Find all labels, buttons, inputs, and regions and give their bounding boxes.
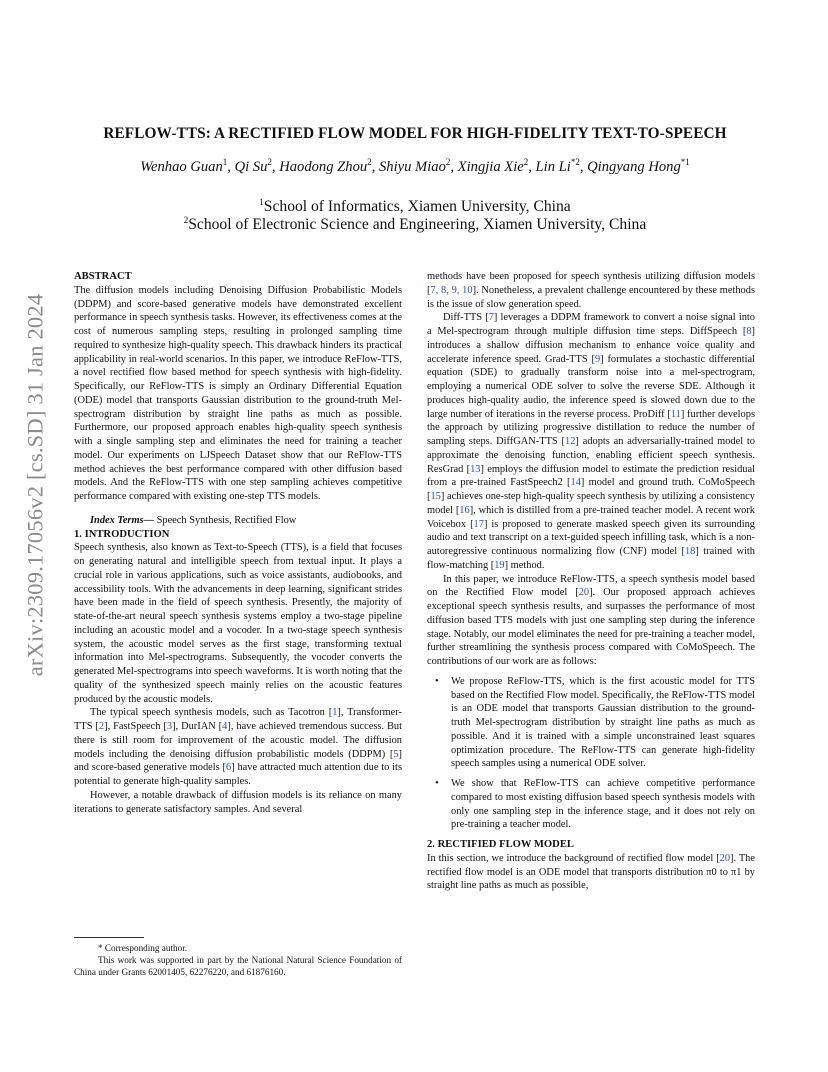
citation[interactable]: 8 [746,326,752,337]
intro-paragraph: The typical speech synthesis models, such as Tacotron [1], Transformer-TTS [2], FastSpeech [3], DurIAN [4], have achieved tremendous success. But there is still room for improvement of the acoustic model. The diffusion models including the denoising diffusion probabilistic models (DDPM) [5] and score-based generative models [6] have attracted much attention due to its potential to generate high-quality samples. [74,707,403,787]
footnote-rule [74,937,144,938]
intro-paragraph: Speech synthesis, also known as Text-to-Speech (TTS), is a field that focuses on generating natural and intelligible speech from textual input. It plays a crucial role in various applications, such as voice assistants, audiobooks, and accessibility tools. With the advancements in deep learning, significant strides have been made in the field of speech synthesis. Presently, the majority of state-of-the-art neural speech synthesis systems employ a two-stage pipeline including an acoustic model and a vocoder. In a two-stage speech synthesis system, the acoustic model serves as the first stage, transforming textual information into Mel-spectrograms. Subsequently, the vocoder converts the generated Mel-spectrograms into speech waveforms. It is worth noting that the quality of the synthesized speech mainly relies on the acoustic features produced by the acoustic models. [74,542,402,705]
contribution-list [427,675,755,832]
body-paragraph: In this paper, we introduce ReFlow-TTS, a speech synthesis model based on the Rectified Flow model [20]. Our proposed approach achieves exceptional speech synthesis results, and surpasses the performance of most diffusion based TTS models with just one sampling step during the inference stage. Notably, our model eliminates the need for pre-training a teacher model, further streamlining the synthesis process compared with CoMoSpeech. The contributions of our work are as follows: [427,573,756,667]
citation[interactable]: 15 [430,491,441,502]
citation[interactable]: 4 [222,721,228,732]
footnote-funding: This work was supported in part by the National Natural Science Foundation of China under Grants 62001405, 62276220, and 61876160. [74,955,402,977]
author: Qingyang Hong$^{*1}$ [587,157,690,175]
citation[interactable]: 11 [670,408,681,420]
contribution-item: • We propose ReFlow-TTS, which is the first acoustic model for TTS based on the Rectified Flow model. Specifically, the ReFlow-TTS model is an ODE model that transports Gaussian distribution to the ground-truth Mel-spectrogram distribution by straight line paths as much as possible. And it is trained with a simple unconstrained least squares optimization procedure. The ReFlow-TTS can generate high-fidelity speech samples using a numerical ODE solver. [451,675,755,771]
arxiv-stamp [22,295,48,675]
affiliation: $^1$School of Informatics, Xiamen University, China [259,197,571,215]
left-column [74,270,402,816]
citation[interactable]: 12 [565,436,576,447]
citation[interactable]: 2 [98,721,105,732]
right-column [427,270,755,893]
index-terms-label: Index Terms— [90,514,154,526]
citation[interactable]: 19 [494,559,505,571]
section-heading-rectified-flow: 2. RECTIFIED FLOW MODEL [427,839,574,850]
affiliation: $^2$School of Electronic Science and Engineering, Xiamen University, China [183,215,647,233]
author: Lin Li$^{*2}$ [535,157,580,175]
body-paragraph: methods have been proposed for speech synthesis utilizing diffusion models [7, 8, 9, 10]. Nonetheless, a prevalent challenge encountered by these methods is the issue of slow generation speed. [427,271,755,310]
section2-paragraph: In this section, we introduce the background of rectified flow model [20]. The rectified flow model is an ODE model that transports distribution π0 to π1 by straight line paths as much as possible, [427,852,755,892]
citation[interactable]: 7, 8, 9, 10 [430,284,473,296]
citation[interactable]: 5 [393,748,399,760]
citation[interactable]: 17 [473,518,484,530]
citation[interactable]: 6 [226,762,232,774]
author: Qi Su$^2$ [234,157,272,175]
paper-title: REFLOW-TTS: A RECTIFIED FLOW MODEL FOR HIGH-FIDELITY TEXT-TO-SPEECH [103,125,727,142]
footnote [74,937,402,978]
citation[interactable]: 20 [719,852,731,864]
footnote-corresponding: * Corresponding author. [98,943,188,953]
citation[interactable]: 7 [488,312,494,324]
index-terms: Index Terms— Speech Synthesis, Rectified Flow [90,514,297,526]
author: Shiyu Miao$^2$ [378,157,451,175]
section-heading-intro: 1. INTRODUCTION [74,528,170,540]
author: Haodong Zhou$^2$ [279,157,372,175]
citation[interactable]: 16 [459,504,470,516]
arxiv-stamp-text: arXiv:2309.17056v2 [cs.SD] 31 Jan 2024 [22,293,48,677]
author: Xingjia Xie$^2$ [457,157,529,175]
author: Wenhao Guan$^1$ [140,157,228,175]
citation[interactable]: 14 [570,477,581,489]
citation[interactable]: 20 [578,587,590,599]
citation[interactable]: 13 [470,463,481,475]
contribution-item: • We show that ReFlow-TTS can achieve competitive performance compared to most existing diffusion based speech synthesis models with only one sampling step in the inference stage, and it does not rely on pre-training a teacher model. [451,777,755,832]
citation[interactable]: 18 [684,546,696,557]
citation[interactable]: 1 [332,707,338,719]
citation[interactable]: 3 [166,721,173,732]
author-list: Wenhao Guan$^1$, Qi Su$^2$, Haodong Zhou$^2$, Shiyu Miao$^2$, Xingjia Xie$^2$, Lin Li$^{*2}$, Qingyang Hong$^{*1}$ [140,157,690,175]
citation[interactable]: 9 [594,353,601,365]
body-paragraph: Diff-TTS [7] leverages a DDPM framework to convert a noise signal into a Mel-spectrogram through multiple diffusion time steps. DiffSpeech [8] introduces a shallow diffusion mechanism to enhance voice quality and accelerate inference speed. Grad-TTS [9] formulates a stochastic differential equation (SDE) to gradually transform noise into a mel-spectrogram, employing a numerical ODE solver to solve the reverse SDE. Although it produces high-quality audio, the inference speed is slowed down due to the large number of iterations in the reverse process. ProDiff [11] further develops the approach by utilizing progressive distillation to reduce the number of sampling steps. DiffGAN-TTS [12] adopts an adversarially-trained model to approximate the denoising function, enabling efficient speech synthesis. ResGrad [13] employs the diffusion model to estimate the prediction residual from a pre-trained FastSpeech2 [14] model and ground truth. CoMoSpeech [15] achieves one-step high-quality speech synthesis by utilizing a consistency model [16], which is distilled from a pre-trained teacher model. A recent work Voicebox [17] is proposed to generate masked speech given its surrounding audio and text transcript on a text-guided speech infilling task, which is a non-autoregressive continuous normalizing flow (CNF) model [18] trained with flow-matching [19] method. [427,312,756,571]
abstract-heading: ABSTRACT [74,271,132,282]
intro-paragraph: However, a notable drawback of diffusion models is its reliance on many iterations to generate satisfactory samples. And several [74,789,402,815]
abstract-text: The diffusion models including Denoising Diffusion Probabilistic Models (DDPM) and score-based generative models have demonstrated excellent performance in speech synthesis tasks. However, its effectiveness comes at the cost of numerous sampling steps, resulting in prolonged sampling time required to synthesize high-quality speech. This drawback hinders its practical applicability in real-world scenarios. In this paper, we introduce ReFlow-TTS, a novel rectified flow based method for speech synthesis with high-fidelity. Specifically, our ReFlow-TTS is simply an Ordinary Differential Equation (ODE) model that transports Gaussian distribution to the ground-truth Mel-spectrogram distribution by straight line paths as much as possible. Furthermore, our proposed approach enables high-quality speech synthesis with a single sampling step and eliminates the need for training a teacher model. Our experiments on LJSpeech Dataset show that our ReFlow-TTS method achieves the best performance compared with other diffusion based models. And the ReFlow-TTS with one step sampling achieves competitive performance compared with existing one-step TTS models. [74,284,402,502]
